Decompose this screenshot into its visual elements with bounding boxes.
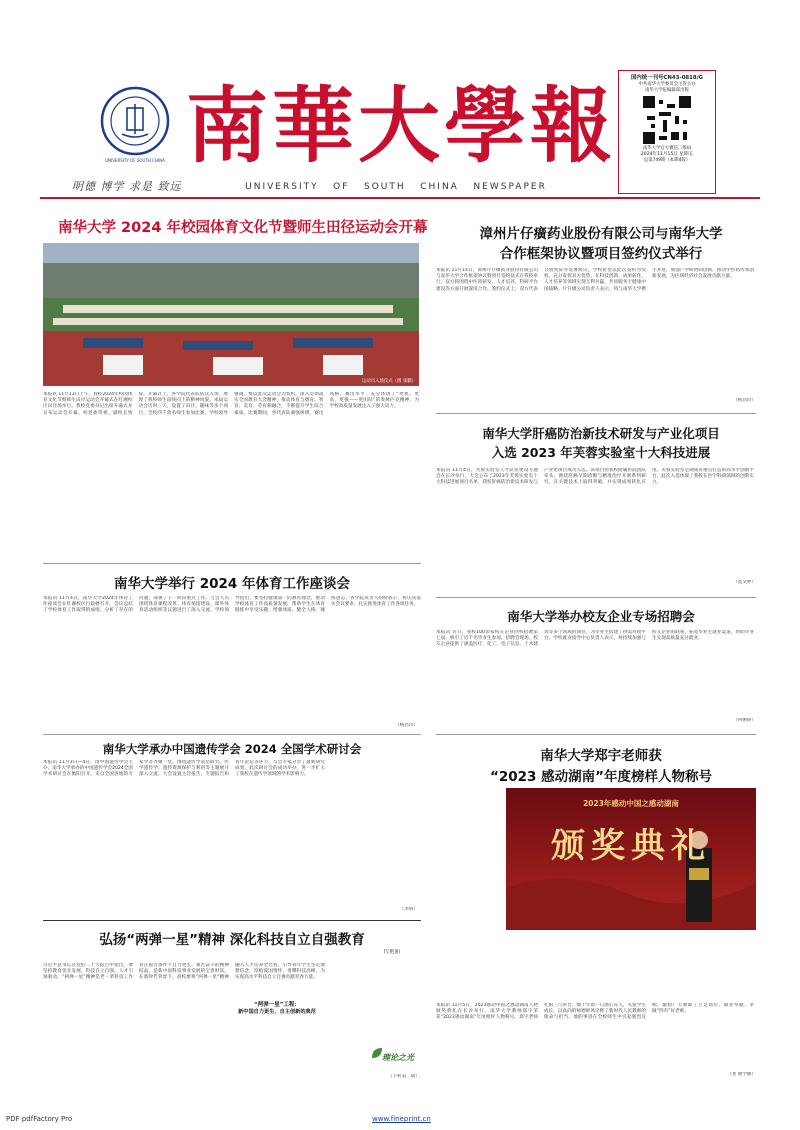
- tribute-photo-big: 颁奖典礼: [551, 826, 711, 866]
- tribute-author: （尧 曲学丽）: [726, 1072, 756, 1077]
- theory-logo-text: 理论之光: [382, 1052, 414, 1062]
- issue-number: 总第749期（本期4版）: [643, 158, 691, 163]
- right-mid-author: （莫文婷）: [733, 580, 756, 585]
- right-divider-1: [436, 413, 756, 414]
- tribute-headline-1: 南华大学郑宇老师获: [540, 748, 662, 764]
- tribute-photo-title: 2023年感动中国之感动湖南: [583, 799, 679, 808]
- masthead: [0, 0, 800, 200]
- masthead-info-box: [618, 70, 716, 194]
- editorial-byline: 代艳丽: [383, 949, 400, 955]
- right-top-author: （杨昌玲）: [733, 398, 756, 403]
- tribute-headline-2: “2023 感动湖南”年度榜样人物称号: [489, 769, 713, 785]
- masthead-english: UNIVERSITY OF SOUTH CHINA NEWSPAPER: [245, 182, 547, 192]
- right-top-headline-2: 合作框架协议暨项目签约仪式举行: [499, 246, 703, 262]
- job-fair-headline: 南华大学举办校友企业专场招聘会: [507, 609, 695, 624]
- left-divider-2: [43, 734, 421, 735]
- sports-body: 本报讯 11月4日，南华大学2024年体育工作座谈会在红湘校区行政楼召开。会议总结了学校体育工作取得的成绩，分析了存在的问题，部署了下一阶段重点工作。与会人员围绕体育课程改革、体育场馆建设、课外体育活动组织等议题进行了深入交流。学校领导指出，要坚持健康第一的教育理念，推动学校体育工作高质量发展，帮助学生在体育锻炼中享受乐趣、增强体质、健全人格、锤炼意志。各学院负责人纷纷表示，将认真落实会议要求，扎实推进体育工作各项任务。: [43, 596, 421, 614]
- right-top-body: 本报讯 11月14日，漳州片仔癀药业股份有限公司与南华大学合作框架协议暨项目签约仪式在我校举行。双方将围绕中医药研发、人才培养、科研平台建设等方面开展深度合作。签约仪式上，双方代表分别致辞并签署协议。学校希望以此次签约为契机，充分发挥双方优势，在科技创新、成果转化、人才培养等领域实现互利共赢，共同服务于健康中国战略。片仔癀公司负责人表示，将与南华大学携手并进，加强产学研协同创新，推动中医药传承创新发展，为区域经济社会发展贡献力量。: [436, 268, 754, 292]
- lead-photo: [43, 243, 419, 386]
- editorial-footer: （下转第二版）: [387, 1074, 420, 1079]
- editorial-subhead-1: “两弹一星”工程：: [254, 1002, 300, 1008]
- pdf-footer-left: PDF pdfFactory Pro: [6, 1115, 73, 1123]
- editorial-rule: [43, 920, 421, 921]
- right-mid-headline-1: 南华大学肝癌防治新技术研发与产业化项目: [482, 426, 720, 441]
- masthead-title: 南華大學報: [186, 78, 617, 174]
- theory-logo: [370, 1046, 422, 1072]
- right-mid-headline-2: 入选 2023 年芙蓉实验室十大科技进展: [491, 445, 711, 460]
- masthead-motto: 明德 博学 求是 致远: [72, 180, 182, 193]
- issue-date: 2024年11月15日 星期五: [640, 152, 694, 157]
- masthead-rule: [40, 197, 760, 199]
- qr-code-icon: [643, 96, 691, 144]
- job-fair-body: 本报讯 近日，我校100余家校友企业回校招聘第七届，吸引了近千名毕业生参加。招聘会现场，校友企业提供了涵盖医疗、化工、电子信息、土木建筑等多个领域的岗位，为毕业生搭建了供需对接平台。学校就业指导中心负责人表示，将持续加强与校友企业的联系，拓宽毕业生就业渠道，帮助毕业生实现高质量充分就业。: [436, 630, 754, 648]
- sponsor-label: 中共南华大学委员会主管主办: [638, 82, 696, 87]
- right-divider-3: [436, 734, 756, 735]
- editorial-subhead-2: 新中国自力更生、自主创新的典范: [238, 1009, 316, 1015]
- right-top-headline-1: 漳州片仔癀药业股份有限公司与南华大学: [479, 226, 723, 242]
- editorial-subhead-box: [232, 1000, 322, 1030]
- university-logo-icon: [100, 86, 170, 156]
- tribute-photo: [506, 788, 756, 930]
- job-fair-author: （何俐铮）: [733, 718, 756, 723]
- issn-label: 国内统一刊号CN43-0818/G: [631, 75, 703, 81]
- heritage-headline: 南华大学承办中国遗传学会 2024 全国学术研讨会: [102, 742, 362, 756]
- sports-author: （杨昌玲）: [395, 723, 418, 728]
- pdf-footer-link[interactable]: www.fineprint.cn: [372, 1115, 431, 1123]
- right-mid-body: 本报讯 11月4日，芙蓉实验室人才队伍建设专题会在长沙举行，大会公布了2023年芙蓉实验室十大科技进展项目名单，我校肝癌防治新技术研发与产业化项目成功入选。该项目由我校附属医院团队牵头，围绕肝癌早期诊断与精准治疗开展系列研究，在关键技术上取得突破，并实现成果转化应用。芙蓉实验室是湖南省重点打造的高水平创新平台，此次入选体现了我校在医学科研领域的创新实力。: [436, 468, 754, 486]
- heritage-author: （李明）: [399, 907, 418, 912]
- tribute-body: 本报讯 11月5日，2023感动中国之感动湖南人物颁奖典礼在长沙举行。南华大学教师郑宇荣获“2023感动湖南”年度榜样人物称号。郑宇老师扎根三尺讲台，数十年如一日潜心育人，关爱学生成长，以高尚的师德师风诠释了新时代人民教师的使命与担当。他的事迹在全校师生中引起强烈反响，激励广大教职工立足岗位、敬业奉献、争做“四有”好老师。: [436, 1003, 754, 1021]
- editorial-headline: 弘扬“两弹一星”精神 深化科技自立自强教育: [99, 932, 365, 948]
- editor-label: 南华大学报编辑部出版: [645, 88, 689, 93]
- lead-body: 本报讯 11月13日上午，我校2024年校园体育文化节暨师生田径运动会开幕式在红湘校区田径场举行。我校党委书记出席开幕式并宣布运动会开幕。校党委常委、副校长致辞。开幕式上，各学院代表队依次入场，展现了我校师生昂扬向上的精神风貌。本届运动会历时三天，设置了田径、趣味等多个项目，全校四千余名师生参加比赛。学校领导强调，要以此次运动会为契机，深入贯彻落实全国教育大会精神，推动体育与德育、智育、美育、劳育相融合，不断提升学生综合素质。比赛期间，各代表队顽强拼搏、赛出风格、赛出水平，充分体现了“更快、更高、更强——更团结”的奥林匹克精神，为学校高质量发展注入了强大动力。: [43, 392, 419, 416]
- qr-caption: 南华大学官方微信二维码: [642, 146, 692, 151]
- logo-caption: UNIVERSITY OF SOUTH CHINA: [105, 158, 165, 163]
- right-divider-2: [436, 597, 756, 598]
- left-divider-1: [43, 563, 421, 564]
- lead-photo-caption: 运动员入场仪式（摄 张鹏）: [361, 379, 416, 384]
- sports-headline: 南华大学举行 2024 年体育工作座谈会: [114, 576, 350, 592]
- lead-headline: 南华大学 2024 年校园体育文化节暨师生田径运动会开幕: [58, 220, 428, 236]
- heritage-body: 本报讯 11月3日—4日，由中国遗传学会主办、南华大学承办的中国遗传学会2024全国学术研讨会在衡阳召开。来自全国各地的专家学者齐聚一堂，围绕遗传学前沿研究、医学遗传学、遗传资源保护与利用等主题展开深入交流。大会设置主旨报告、专题报告和青年论坛等环节，与会专家分享了最新研究成果。此次研讨会的成功举办，进一步扩大了我校在遗传学领域的学术影响力。: [43, 760, 325, 778]
- editorial-body: 习近平总书记在党的二十大报告中指出，要坚持教育优先发展、科技自立自强、人才引领驱动。“两弹一星”精神是老一辈科技工作者在艰苦条件下自力更生、艰苦奋斗的精神结晶，是新中国科技事业发展的宝贵财富。在新时代背景下，高校要将“两弹一星”精神融入人才培养全过程，引导青年学生坚定理想信念，厚植爱国情怀，勇攀科技高峰，为实现高水平科技自立自强贡献青春力量。: [43, 963, 325, 981]
